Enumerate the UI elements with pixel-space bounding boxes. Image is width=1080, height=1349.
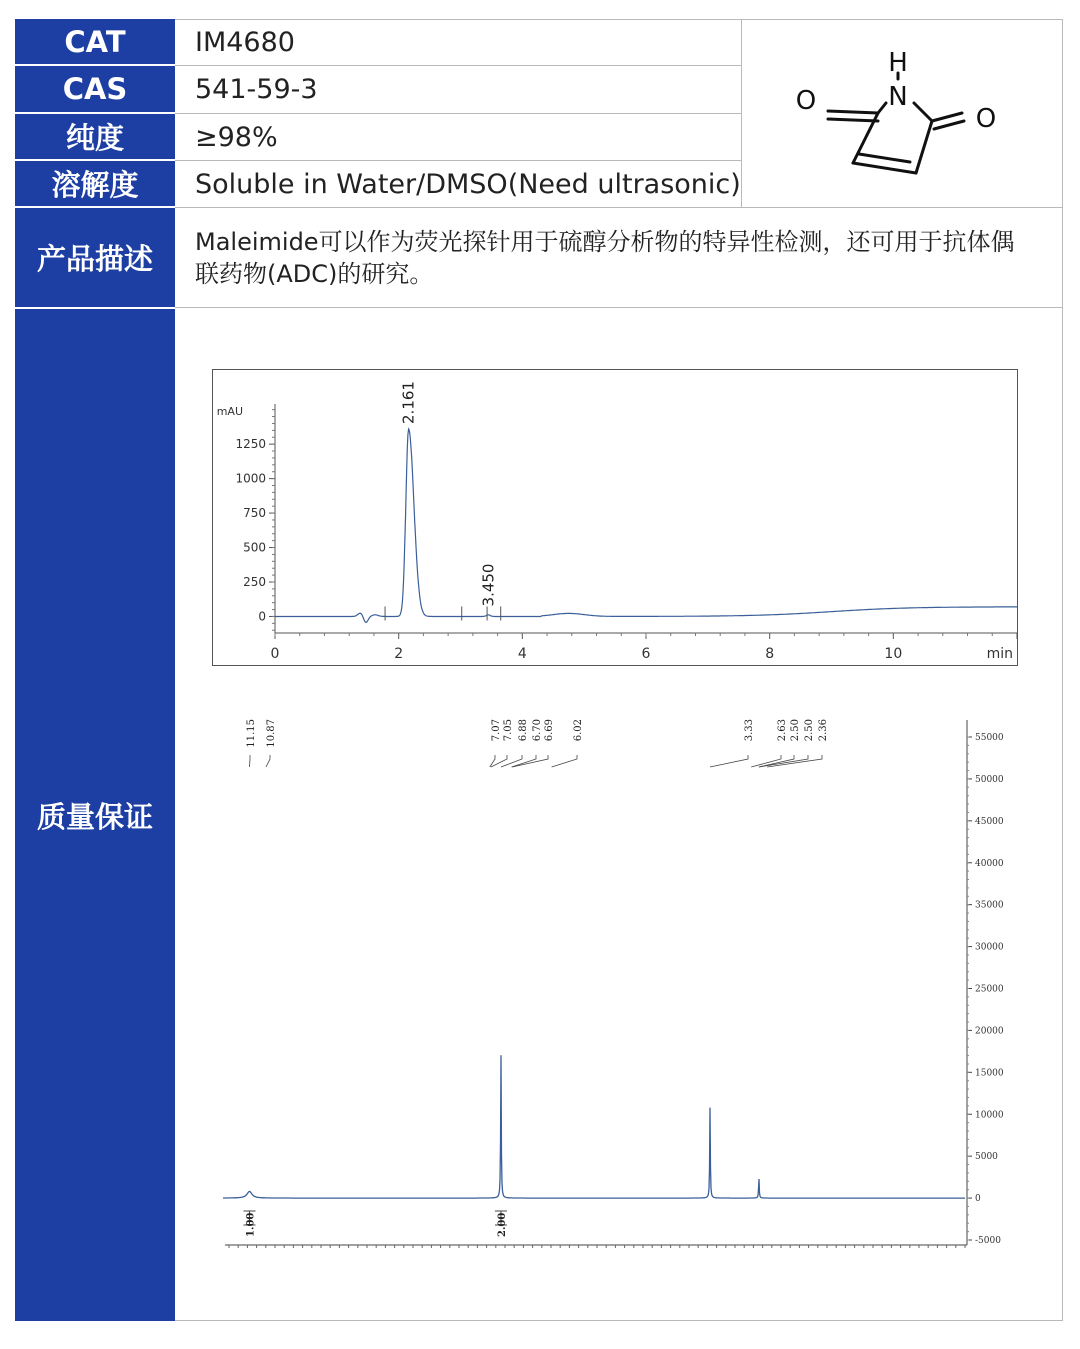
nmr-y-tick-label: 50000 xyxy=(975,774,1004,785)
nmr-y-tick-label: 15000 xyxy=(975,1068,1004,1079)
nmr-peak-label: 2.50 xyxy=(790,719,801,742)
qc-label: 质量保证 xyxy=(15,309,175,1321)
bond-c4-c5 xyxy=(916,121,932,173)
nmr-peak-label: 10.87 xyxy=(266,719,277,748)
nmr-integral-label: 1.00 xyxy=(245,1212,257,1237)
solubility-value: Soluble in Water/DMSO(Need ultrasonic) xyxy=(175,161,741,208)
hplc-y-tick-label: 250 xyxy=(243,574,266,589)
cas-value: 541-59-3 xyxy=(175,66,741,114)
description-line-1: Maleimide可以作为荧光探针用于硫醇分析物的特异性检测，还可用于抗体偶 xyxy=(195,228,1015,256)
bond-c2-n xyxy=(878,103,886,113)
nmr-y-tick-label: 35000 xyxy=(975,900,1004,911)
nmr-y-tick-label: 10000 xyxy=(975,1110,1004,1121)
nmr-trace xyxy=(223,1055,965,1198)
hplc-ylabel: mAU xyxy=(216,405,243,418)
bond-c3-c4-double xyxy=(859,154,910,162)
solubility-label: 溶解度 xyxy=(15,161,175,208)
nmr-peak-label: 3.33 xyxy=(744,719,755,742)
cat-value: IM4680 xyxy=(175,19,741,66)
hplc-x-tick-label: 4 xyxy=(517,646,527,662)
nmr-spectrum xyxy=(215,715,1015,1255)
atom-o-left: O xyxy=(795,86,817,116)
cat-label: CAT xyxy=(15,19,175,66)
purity-label: 纯度 xyxy=(15,114,175,161)
description-line-2: 联药物(ADC)的研究。 xyxy=(195,260,434,288)
bond-n-c5 xyxy=(914,103,932,121)
bond-c3-c4 xyxy=(853,163,916,173)
nmr-y-tick-label: 30000 xyxy=(975,942,1004,953)
bond-c5-o xyxy=(932,113,962,121)
hplc-y-tick-label: 500 xyxy=(243,540,266,555)
structure-cell xyxy=(741,19,1063,208)
hplc-x-tick-label: 10 xyxy=(884,646,903,662)
nmr-y-tick-label: 0 xyxy=(975,1194,981,1205)
hplc-y-tick-label: 1250 xyxy=(235,437,266,452)
hplc-frame xyxy=(213,370,1018,666)
hplc-y-tick-label: 1000 xyxy=(235,471,266,486)
description-text xyxy=(175,208,1063,308)
hplc-x-tick-label: 8 xyxy=(765,646,775,662)
nmr-y-tick-label: 55000 xyxy=(975,733,1004,743)
hplc-x-tick-label: 2 xyxy=(394,646,404,662)
nmr-peak-label: 2.63 xyxy=(777,719,788,742)
nmr-y-tick-label: 5000 xyxy=(975,1152,998,1163)
hplc-peak-label: 2.161 xyxy=(399,381,418,424)
hplc-y-tick-label: 0 xyxy=(258,609,266,624)
atom-h: H xyxy=(888,48,908,78)
atom-o-right: O xyxy=(975,104,997,134)
hplc-x-tick-label: 6 xyxy=(641,646,651,662)
nmr-peak-label: 6.69 xyxy=(544,719,555,742)
nmr-peak-label: 6.88 xyxy=(518,719,529,742)
hplc-x-tick-label: min xyxy=(986,646,1013,662)
nmr-peak-label: 11.15 xyxy=(246,719,257,748)
hplc-peak-label: 3.450 xyxy=(479,563,498,607)
hplc-chromatogram xyxy=(212,369,1018,666)
nmr-integral-label: 2.00 xyxy=(496,1212,508,1237)
purity-value: ≥98% xyxy=(175,114,741,161)
description-label: 产品描述 xyxy=(15,208,175,309)
nmr-peak-label: 7.07 xyxy=(491,719,502,742)
hplc-x-tick-label: 0 xyxy=(270,646,280,662)
maleimide-structure xyxy=(742,19,1064,208)
nmr-peak-label: 6.70 xyxy=(532,719,543,742)
hplc-y-tick-label: 750 xyxy=(243,506,266,521)
nmr-y-tick-label: 40000 xyxy=(975,858,1004,869)
nmr-peak-label: 2.36 xyxy=(818,719,829,742)
bond-c2-o-double xyxy=(828,119,878,121)
atom-n: N xyxy=(888,82,908,112)
nmr-y-tick-label: 45000 xyxy=(975,816,1004,827)
nmr-peak-label: 2.50 xyxy=(804,719,815,742)
bond-c2-o xyxy=(828,111,878,113)
nmr-peak-label: 7.05 xyxy=(503,719,514,742)
nmr-peak-label: 6.02 xyxy=(573,719,584,742)
nmr-y-tick-label: -5000 xyxy=(975,1236,1001,1246)
bond-c5-o-double xyxy=(934,121,964,129)
nmr-y-tick-label: 25000 xyxy=(975,984,1004,995)
nmr-y-tick-label: 20000 xyxy=(975,1026,1004,1037)
cas-label: CAS xyxy=(15,66,175,114)
